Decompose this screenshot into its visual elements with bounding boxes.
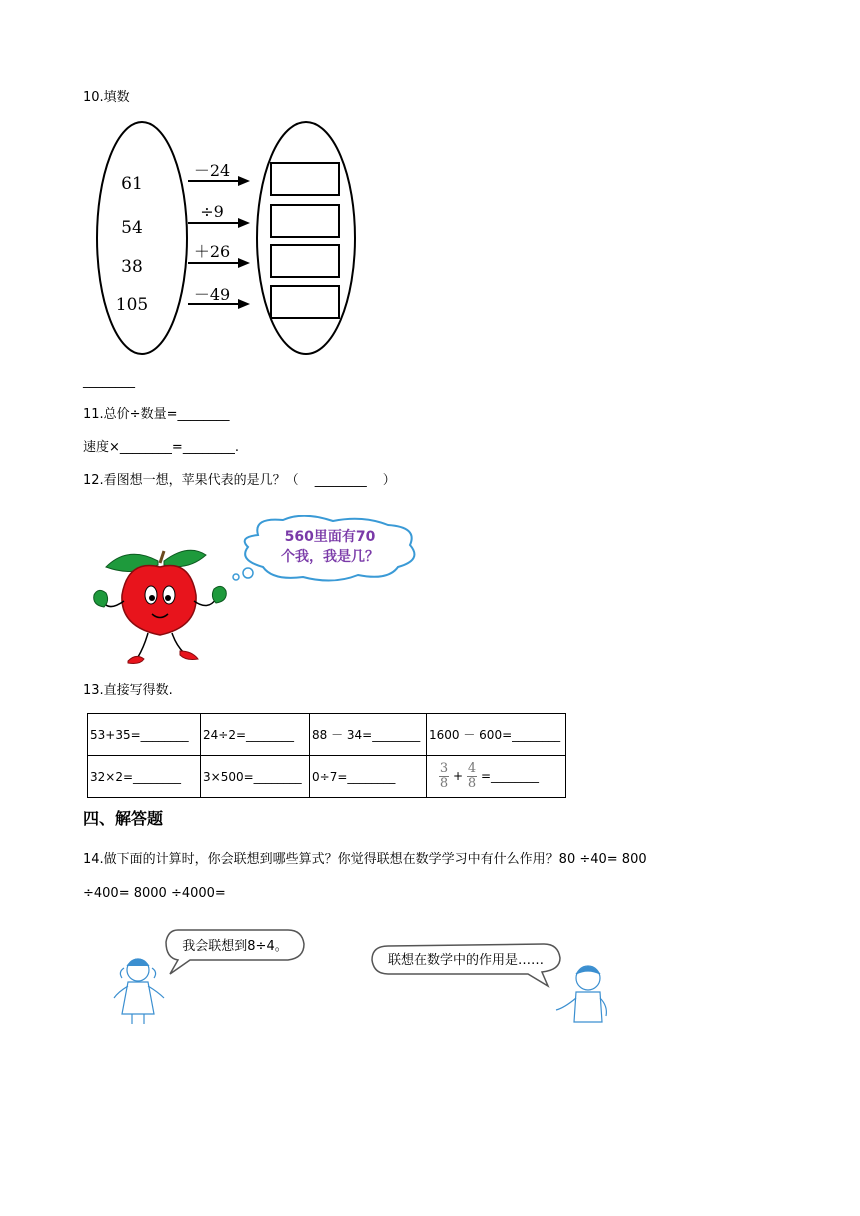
input-value: 38 xyxy=(121,257,143,277)
answer-box[interactable] xyxy=(271,245,339,277)
girl-speech-text: 我会联想到8÷4。 xyxy=(182,939,288,954)
apple-illustration xyxy=(88,515,418,675)
q11-blank[interactable]: ________ xyxy=(177,407,230,422)
apple-pupil xyxy=(165,595,171,601)
thought-dot xyxy=(233,574,239,580)
q11-line2 xyxy=(83,438,239,458)
q11-blank[interactable]: ________ xyxy=(119,440,172,455)
q14-line2: ÷400= 8000 ÷4000= xyxy=(83,886,226,901)
calc-cell[interactable]: 53+35=________ xyxy=(88,714,201,756)
q13-title: 13.直接写得数. xyxy=(83,683,173,698)
apple-glove-right xyxy=(212,586,226,603)
operation-label: ＋26 xyxy=(193,242,231,261)
operation-label: －24 xyxy=(193,161,231,180)
input-value: 105 xyxy=(115,295,149,315)
fraction-denominator: 8 xyxy=(439,776,449,791)
input-value: 54 xyxy=(121,218,143,238)
operation-label: －49 xyxy=(193,285,231,304)
apple-arm-right xyxy=(194,599,216,606)
calc-row xyxy=(88,756,566,798)
calc-row xyxy=(88,714,566,756)
apple-shoe-right xyxy=(180,651,198,660)
apple-leaf-right xyxy=(164,550,206,566)
q12-title xyxy=(83,471,396,491)
bubble-text-line1: 560里面有70 xyxy=(284,529,376,545)
calc-cell[interactable]: 88 － 34=________ xyxy=(310,714,427,756)
q10-diagram xyxy=(90,120,360,360)
arrowhead xyxy=(238,258,250,268)
answer-box[interactable] xyxy=(271,205,339,237)
q14-line1: 14.做下面的计算时，你会联想到哪些算式？你觉得联想在数学学习中有什么作用？80 ÷40= 800 xyxy=(83,852,647,867)
section-heading: 四、解答题 xyxy=(83,809,164,828)
apple-shoe-left xyxy=(128,656,144,663)
arrowhead xyxy=(238,299,250,309)
arrowhead xyxy=(238,176,250,186)
bubble-text-line2: 个我，我是几？ xyxy=(281,549,379,565)
q11-period: . xyxy=(234,440,239,455)
fraction-denominator: 8 xyxy=(467,776,477,791)
boy-arm xyxy=(556,998,576,1010)
calc-cell-fraction[interactable] xyxy=(427,756,566,798)
operation-label: ÷9 xyxy=(200,202,224,221)
girl-hair xyxy=(127,959,149,966)
apple-glove-left xyxy=(94,590,108,607)
calc-cell[interactable]: 3×500=________ xyxy=(201,756,310,798)
calc-cell[interactable]: 32×2=________ xyxy=(88,756,201,798)
kids-illustration xyxy=(108,922,618,1032)
fraction-numerator: 3 xyxy=(439,761,449,776)
q11-line2-text: 速度× xyxy=(83,440,120,455)
fraction-answer-blank: =________ xyxy=(480,769,539,783)
apple-eye xyxy=(163,586,175,604)
calc-table xyxy=(87,713,566,798)
q11-line1 xyxy=(83,405,229,425)
q11-line1-text: 11.总价÷数量= xyxy=(83,407,178,422)
q12-question: 12.看图想一想，苹果代表的是几？（ xyxy=(83,473,299,488)
calc-cell[interactable]: 0÷7=________ xyxy=(310,756,427,798)
answer-box[interactable] xyxy=(271,163,339,195)
fraction xyxy=(439,762,449,791)
q11-blank[interactable]: ________ xyxy=(182,440,235,455)
apple-stem xyxy=(160,551,164,563)
apple-body xyxy=(122,566,196,635)
input-value: 61 xyxy=(121,174,143,194)
plus-sign: + xyxy=(452,769,463,783)
q10-title: 10.填数 xyxy=(83,90,130,105)
apple-leg-left xyxy=(138,633,148,657)
thought-dot xyxy=(243,568,253,578)
q12-blank[interactable]: ________ xyxy=(314,473,367,488)
apple-eye xyxy=(145,586,157,604)
answer-box[interactable] xyxy=(271,286,339,318)
q11-equals: = xyxy=(171,440,183,455)
input-ellipse xyxy=(97,122,187,354)
boy-figure xyxy=(556,966,606,1022)
boy-speech-text: 联想在数学中的作用是…… xyxy=(387,953,545,968)
arrowhead xyxy=(238,218,250,228)
apple-pupil xyxy=(149,595,155,601)
girl-pigtail xyxy=(152,968,156,978)
calc-cell[interactable]: 1600 － 600=________ xyxy=(427,714,566,756)
fraction-numerator: 4 xyxy=(467,761,477,776)
fraction xyxy=(467,762,477,791)
apple-leg-right xyxy=(172,633,184,653)
girl-pigtail xyxy=(120,968,124,978)
boy-shirt xyxy=(574,992,602,1022)
q12-close-paren: ） xyxy=(382,473,396,488)
calc-cell[interactable]: 24÷2=________ xyxy=(201,714,310,756)
q10-answer-blank[interactable]: ________ xyxy=(83,374,135,389)
girl-figure xyxy=(114,959,164,1024)
